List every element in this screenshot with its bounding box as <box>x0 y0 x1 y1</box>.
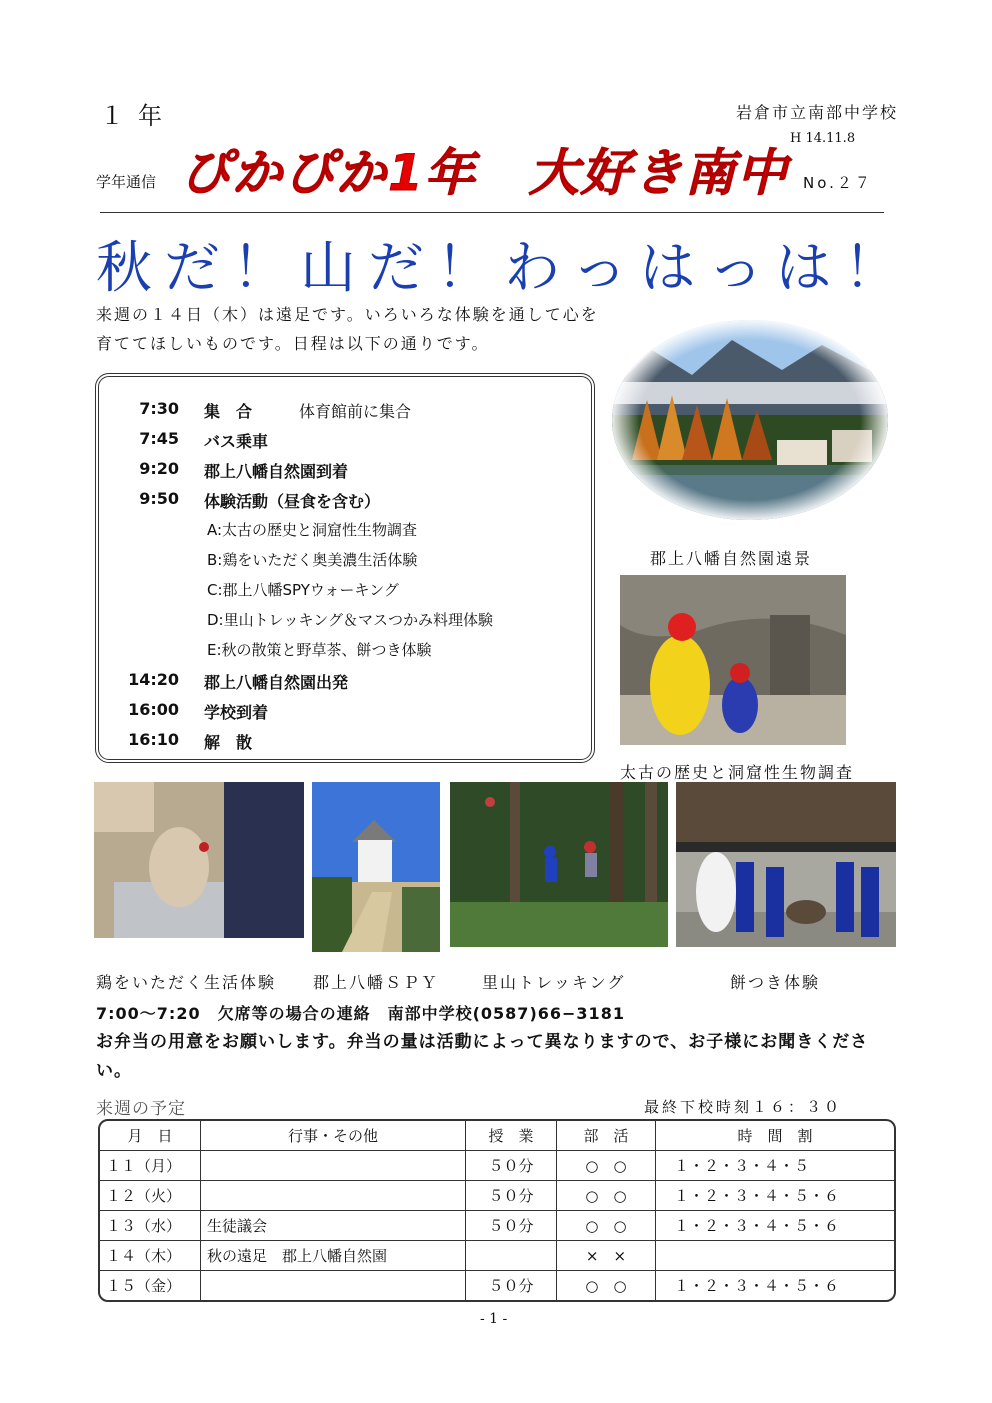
table-cell: ５０分 <box>466 1211 557 1241</box>
table-cell: 秋の遠足 郡上八幡自然園 <box>201 1241 466 1271</box>
table-row <box>100 1151 894 1181</box>
table-cell: ５０分 <box>466 1271 557 1301</box>
table-cell <box>466 1241 557 1271</box>
table-cell: １・２・３・４・５・６ <box>656 1181 895 1211</box>
schedule-time: 16:10 <box>128 730 179 749</box>
mochi-photo <box>676 782 896 947</box>
table-row <box>100 1241 894 1271</box>
column-header: 部 活 <box>557 1121 656 1151</box>
dismissal-time: 最終下校時刻１６：３０ <box>644 1098 843 1116</box>
grade-label: １年 <box>100 102 176 130</box>
newsletter-type: 学年通信 <box>96 173 157 191</box>
newsletter-title: ぴかぴか1年 大好き南中 <box>180 144 789 202</box>
schedule-activity: 集 合 <box>204 402 253 421</box>
header-divider <box>100 212 884 213</box>
schedule-activity: 郡上八幡自然園到着 <box>204 462 349 481</box>
schedule-time: 9:50 <box>139 489 179 508</box>
caption-landscape: 郡上八幡自然園遠景 <box>650 549 813 568</box>
schedule-time: 7:45 <box>139 429 179 448</box>
table-cell: ○ ○ <box>557 1271 656 1301</box>
headline: 秋だ！山だ！わっはっは！ <box>96 236 912 301</box>
table-cell <box>656 1241 895 1271</box>
schedule-time: 16:00 <box>128 700 179 719</box>
column-header: 行事・その他 <box>201 1121 466 1151</box>
issue-date: H 14.11.8 <box>790 131 856 146</box>
table-cell <box>201 1181 466 1211</box>
caption-chicken: 鶏をいただく生活体験 <box>96 973 277 992</box>
table-cell: １３（水） <box>100 1211 201 1241</box>
schedule-activity: 郡上八幡自然園出発 <box>204 673 349 692</box>
lunch-note: お弁当の用意をお願いします。弁当の量は活動によって異なりますので、お子様にお聞きください。 <box>96 1032 869 1081</box>
table-cell: １４（木） <box>100 1241 201 1271</box>
table-cell: １・２・３・４・５ <box>656 1151 895 1181</box>
column-header: 時 間 割 <box>656 1121 895 1151</box>
schedule-activity: バス乗車 <box>204 432 269 451</box>
table-cell <box>201 1271 466 1301</box>
table-cell: ○ ○ <box>557 1151 656 1181</box>
table-cell: １１（月） <box>100 1151 201 1181</box>
schedule-activity: 体験活動（昼食を含む） <box>204 492 381 511</box>
trekking-photo <box>450 782 668 947</box>
table-cell: ○ ○ <box>557 1211 656 1241</box>
contact-info: 7:00〜7:20 欠席等の場合の連絡 南部中学校(0587)66−3181 <box>96 1004 625 1023</box>
caption-trek: 里山トレッキング <box>482 973 626 992</box>
caption-mochi: 餅つき体験 <box>730 973 821 992</box>
weekly-schedule-table <box>98 1119 896 1302</box>
table-cell: ５０分 <box>466 1151 557 1181</box>
schedule-activity: 学校到着 <box>204 703 269 722</box>
caption-spy: 郡上八幡ＳＰＹ <box>313 973 440 992</box>
issue-number: No.２７ <box>803 174 873 192</box>
schedule-time: 7:30 <box>139 399 179 418</box>
schedule-time: 9:20 <box>139 459 179 478</box>
table-cell: １・２・３・４・５・６ <box>656 1211 895 1241</box>
section-title: 来週の予定 <box>96 1099 186 1119</box>
page-number: - 1 - <box>480 1311 508 1327</box>
table-cell: １・２・３・４・５・６ <box>656 1271 895 1301</box>
table-cell: 生徒議会 <box>201 1211 466 1241</box>
table-cell: １２（火） <box>100 1181 201 1211</box>
option-item: D:里山トレッキング＆マスつかみ料理体験 <box>207 611 494 629</box>
schedule-box <box>95 373 595 763</box>
option-item: B:鶏をいただく奥美濃生活体験 <box>207 551 418 569</box>
schedule-place: 体育館前に集合 <box>299 402 412 421</box>
column-header: 授 業 <box>466 1121 557 1151</box>
option-item: A:太古の歴史と洞窟性生物調査 <box>207 521 418 539</box>
column-header: 月 日 <box>100 1121 201 1151</box>
option-item: E:秋の散策と野草茶、餅つき体験 <box>207 641 432 659</box>
table-header-row <box>100 1121 894 1151</box>
table-cell: １５（金） <box>100 1271 201 1301</box>
intro-text: 来週の１４日（木）は遠足です。いろいろな体験を通して心を育ててほしいものです。日程は以下の通りです。 <box>96 305 599 353</box>
table-cell: × × <box>557 1241 656 1271</box>
school-name: 岩倉市立南部中学校 <box>735 103 898 122</box>
schedule-time: 14:20 <box>128 670 179 689</box>
option-item: C:郡上八幡SPYウォーキング <box>207 581 399 599</box>
chicken-photo <box>94 782 304 938</box>
castle-photo <box>312 782 440 952</box>
landscape-photo <box>612 320 888 520</box>
table-cell: ５０分 <box>466 1181 557 1211</box>
table-cell: ○ ○ <box>557 1181 656 1211</box>
schedule-activity: 解 散 <box>204 733 253 752</box>
cave-photo <box>620 575 846 745</box>
table-row <box>100 1211 894 1241</box>
table-row <box>100 1181 894 1211</box>
table-row <box>100 1271 894 1301</box>
caption-cave: 太古の歴史と洞窟性生物調査 <box>620 763 855 782</box>
table-cell <box>201 1151 466 1181</box>
